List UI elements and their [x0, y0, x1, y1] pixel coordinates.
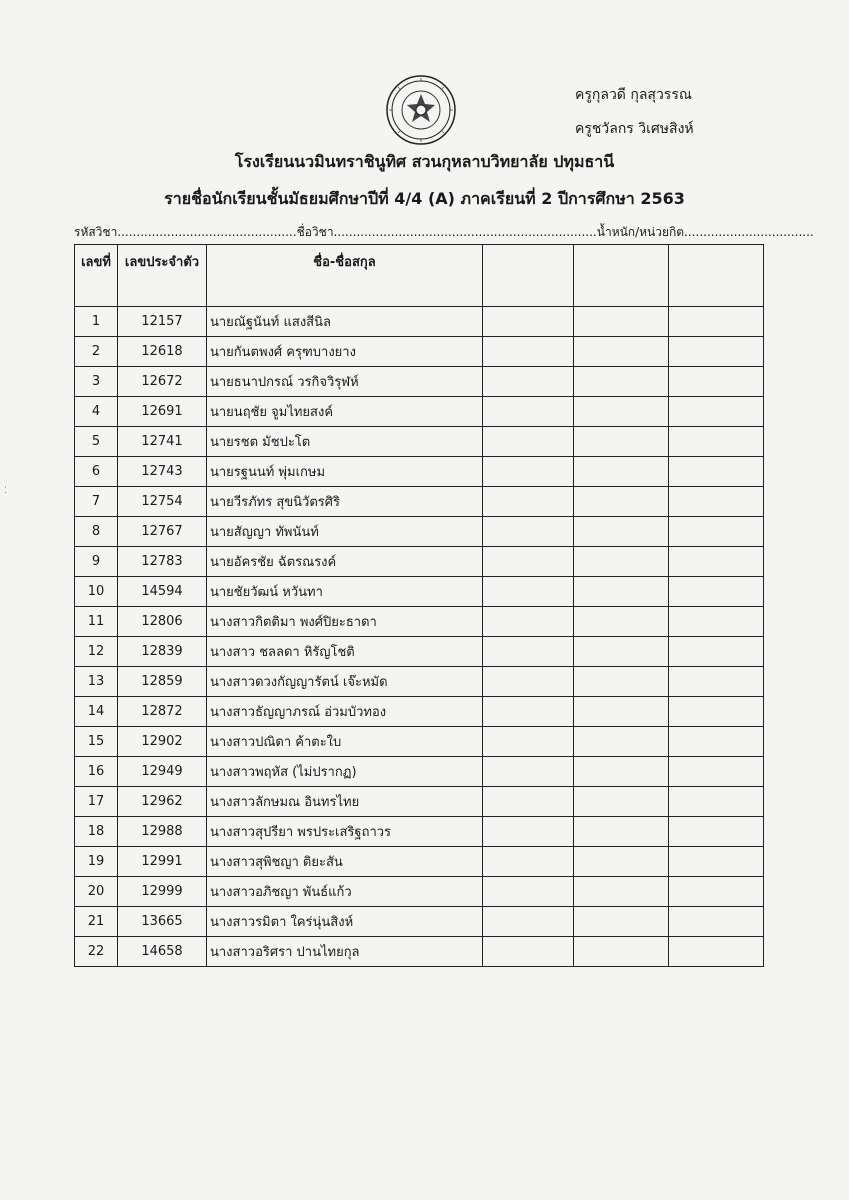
header-blank-2 [574, 245, 669, 307]
row-blank-3 [669, 697, 764, 727]
row-name: นางสาวพฤหัส (ไม่ปรากฏ) [207, 757, 483, 787]
table-row [75, 367, 764, 397]
row-name: นางสาวธัญญาภรณ์ อ่วมบัวทอง [207, 697, 483, 727]
row-blank-3 [669, 667, 764, 697]
row-blank-1 [483, 367, 574, 397]
row-no: 1 [75, 307, 118, 337]
row-student-id: 12157 [118, 307, 207, 337]
row-name: นายนฤชัย จูมไทยสงค์ [207, 397, 483, 427]
row-blank-2 [574, 727, 669, 757]
row-no: 16 [75, 757, 118, 787]
row-no: 11 [75, 607, 118, 637]
teacher-name-2: ครูชวัลกร วิเศษสิงห์ [575, 121, 694, 137]
school-name: โรงเรียนนวมินทราชินูทิศ สวนกุหลาบวิทยาลัย ปทุมธานี [234, 152, 615, 171]
row-blank-3 [669, 877, 764, 907]
row-no: 9 [75, 547, 118, 577]
row-blank-2 [574, 547, 669, 577]
row-blank-2 [574, 607, 669, 637]
row-name: นายณัฐนันท์ แสงสีนิล [207, 307, 483, 337]
row-student-id: 12754 [118, 487, 207, 517]
row-blank-2 [574, 397, 669, 427]
row-student-id: 12962 [118, 787, 207, 817]
row-blank-3 [669, 487, 764, 517]
table-row [75, 457, 764, 487]
row-blank-2 [574, 667, 669, 697]
row-blank-3 [669, 757, 764, 787]
row-blank-3 [669, 637, 764, 667]
row-name: นางสาวอริศรา ปานไทยกุล [207, 937, 483, 967]
row-name: นางสาวสุพิชญา ติยะสัน [207, 847, 483, 877]
row-blank-3 [669, 817, 764, 847]
table-body [75, 307, 764, 967]
teacher-name-1: ครูกุลวดี กุลสุวรรณ [575, 87, 692, 103]
row-blank-3 [669, 307, 764, 337]
row-no: 18 [75, 817, 118, 847]
row-blank-3 [669, 727, 764, 757]
row-blank-1 [483, 787, 574, 817]
table-row [75, 907, 764, 937]
row-blank-3 [669, 907, 764, 937]
table-row [75, 937, 764, 967]
row-blank-3 [669, 577, 764, 607]
row-blank-1 [483, 517, 574, 547]
row-name: นางสาว ชลลดา หิรัญโชติ [207, 637, 483, 667]
table-row [75, 877, 764, 907]
row-blank-2 [574, 757, 669, 787]
row-student-id: 12902 [118, 727, 207, 757]
row-name: นายชัยวัฒน์ หวันทา [207, 577, 483, 607]
row-blank-1 [483, 307, 574, 337]
course-fields: รหัสวิชา...............................................ชื่อวิชา.....................................................................น้ำหนัก/หน่วยกิต.................................. [74, 225, 814, 239]
row-blank-2 [574, 637, 669, 667]
row-name: นายกันตพงศ์ ครุฑบางยาง [207, 337, 483, 367]
school-seal-icon [385, 74, 457, 146]
table-row [75, 517, 764, 547]
table-row [75, 547, 764, 577]
table-row [75, 727, 764, 757]
row-student-id: 12949 [118, 757, 207, 787]
row-blank-2 [574, 907, 669, 937]
row-blank-2 [574, 787, 669, 817]
row-name: นางสาวลักษมณ อินทรไทย [207, 787, 483, 817]
row-no: 4 [75, 397, 118, 427]
row-blank-3 [669, 427, 764, 457]
row-student-id: 12783 [118, 547, 207, 577]
table-row [75, 697, 764, 727]
row-no: 8 [75, 517, 118, 547]
row-name: นายอัครชัย ฉัตรณรงค์ [207, 547, 483, 577]
row-blank-1 [483, 577, 574, 607]
row-student-id: 12859 [118, 667, 207, 697]
row-blank-1 [483, 637, 574, 667]
row-blank-2 [574, 937, 669, 967]
row-blank-3 [669, 847, 764, 877]
row-blank-1 [483, 487, 574, 517]
row-name: นางสาวสุปรียา พรประเสริฐถาวร [207, 817, 483, 847]
row-blank-3 [669, 547, 764, 577]
row-student-id: 14594 [118, 577, 207, 607]
table-row [75, 337, 764, 367]
header-name: ชื่อ-ชื่อสกุล [207, 245, 483, 307]
row-name: นางสาวดวงกัญญารัตน์ เจ๊ะหมัด [207, 667, 483, 697]
row-blank-2 [574, 457, 669, 487]
row-blank-1 [483, 847, 574, 877]
row-no: 3 [75, 367, 118, 397]
table-row [75, 397, 764, 427]
row-name: นายรชต มัชปะโต [207, 427, 483, 457]
table-row [75, 607, 764, 637]
row-student-id: 12743 [118, 457, 207, 487]
row-student-id: 12872 [118, 697, 207, 727]
row-blank-1 [483, 757, 574, 787]
row-student-id: 14658 [118, 937, 207, 967]
row-student-id: 12806 [118, 607, 207, 637]
row-blank-1 [483, 427, 574, 457]
row-blank-2 [574, 367, 669, 397]
row-no: 20 [75, 877, 118, 907]
row-blank-1 [483, 817, 574, 847]
row-name: นายรฐนนท์ พุ่มเกษม [207, 457, 483, 487]
row-name: นางสาวรมิตา ใคร่นุ่นสิงห์ [207, 907, 483, 937]
table-row [75, 847, 764, 877]
row-blank-3 [669, 397, 764, 427]
row-no: 7 [75, 487, 118, 517]
row-blank-1 [483, 697, 574, 727]
row-student-id: 12999 [118, 877, 207, 907]
row-blank-1 [483, 457, 574, 487]
row-name: นายธนาปกรณ์ วรกิจวิรุฬห์ [207, 367, 483, 397]
header-blank-3 [669, 245, 764, 307]
row-no: 14 [75, 697, 118, 727]
row-blank-3 [669, 367, 764, 397]
row-blank-2 [574, 427, 669, 457]
row-blank-1 [483, 667, 574, 697]
row-student-id: 12691 [118, 397, 207, 427]
row-blank-3 [669, 607, 764, 637]
row-no: 19 [75, 847, 118, 877]
table-row [75, 487, 764, 517]
table-header-row [75, 245, 764, 307]
row-blank-3 [669, 517, 764, 547]
row-blank-2 [574, 307, 669, 337]
row-blank-1 [483, 397, 574, 427]
teacher-names [575, 88, 694, 156]
row-blank-3 [669, 337, 764, 367]
row-no: 12 [75, 637, 118, 667]
header-blank-1 [483, 245, 574, 307]
row-no: 13 [75, 667, 118, 697]
row-student-id: 12741 [118, 427, 207, 457]
row-blank-2 [574, 817, 669, 847]
row-no: 10 [75, 577, 118, 607]
row-blank-2 [574, 847, 669, 877]
row-student-id: 12839 [118, 637, 207, 667]
row-blank-2 [574, 877, 669, 907]
row-no: 5 [75, 427, 118, 457]
row-no: 22 [75, 937, 118, 967]
row-student-id: 12988 [118, 817, 207, 847]
row-blank-1 [483, 607, 574, 637]
row-student-id: 12618 [118, 337, 207, 367]
table-row [75, 307, 764, 337]
row-name: นายสัญญา ทัพนันท์ [207, 517, 483, 547]
row-blank-1 [483, 937, 574, 967]
row-blank-1 [483, 907, 574, 937]
row-blank-1 [483, 877, 574, 907]
margin-mark: ⁚ [4, 486, 7, 496]
list-title: รายชื่อนักเรียนชั้นมัธยมศึกษาปีที่ 4/4 (A) ภาคเรียนที่ 2 ปีการศึกษา 2563 [164, 189, 685, 208]
row-student-id: 12991 [118, 847, 207, 877]
table-row [75, 817, 764, 847]
header-no: เลขที่ [75, 245, 118, 307]
row-blank-1 [483, 337, 574, 367]
row-name: นางสาวกิตติมา พงศ์ปิยะธาดา [207, 607, 483, 637]
row-name: นางสาวอภิชญา พันธ์แก้ว [207, 877, 483, 907]
row-blank-3 [669, 937, 764, 967]
student-roster-table [74, 244, 764, 967]
row-blank-2 [574, 577, 669, 607]
header-student-id: เลขประจำตัว [118, 245, 207, 307]
row-no: 6 [75, 457, 118, 487]
row-student-id: 12672 [118, 367, 207, 397]
row-blank-1 [483, 547, 574, 577]
row-student-id: 12767 [118, 517, 207, 547]
row-blank-2 [574, 697, 669, 727]
row-student-id: 13665 [118, 907, 207, 937]
row-no: 21 [75, 907, 118, 937]
row-blank-2 [574, 487, 669, 517]
table-row [75, 637, 764, 667]
row-blank-2 [574, 337, 669, 367]
table-row [75, 757, 764, 787]
row-no: 17 [75, 787, 118, 817]
row-no: 2 [75, 337, 118, 367]
row-blank-2 [574, 517, 669, 547]
table-row [75, 787, 764, 817]
table-row [75, 667, 764, 697]
table-row [75, 577, 764, 607]
row-blank-3 [669, 787, 764, 817]
row-no: 15 [75, 727, 118, 757]
row-blank-3 [669, 457, 764, 487]
table-row [75, 427, 764, 457]
row-name: นางสาวปณิดา ค้าตะใบ [207, 727, 483, 757]
row-blank-1 [483, 727, 574, 757]
row-name: นายวีรภัทร สุขนิวัตรศิริ [207, 487, 483, 517]
